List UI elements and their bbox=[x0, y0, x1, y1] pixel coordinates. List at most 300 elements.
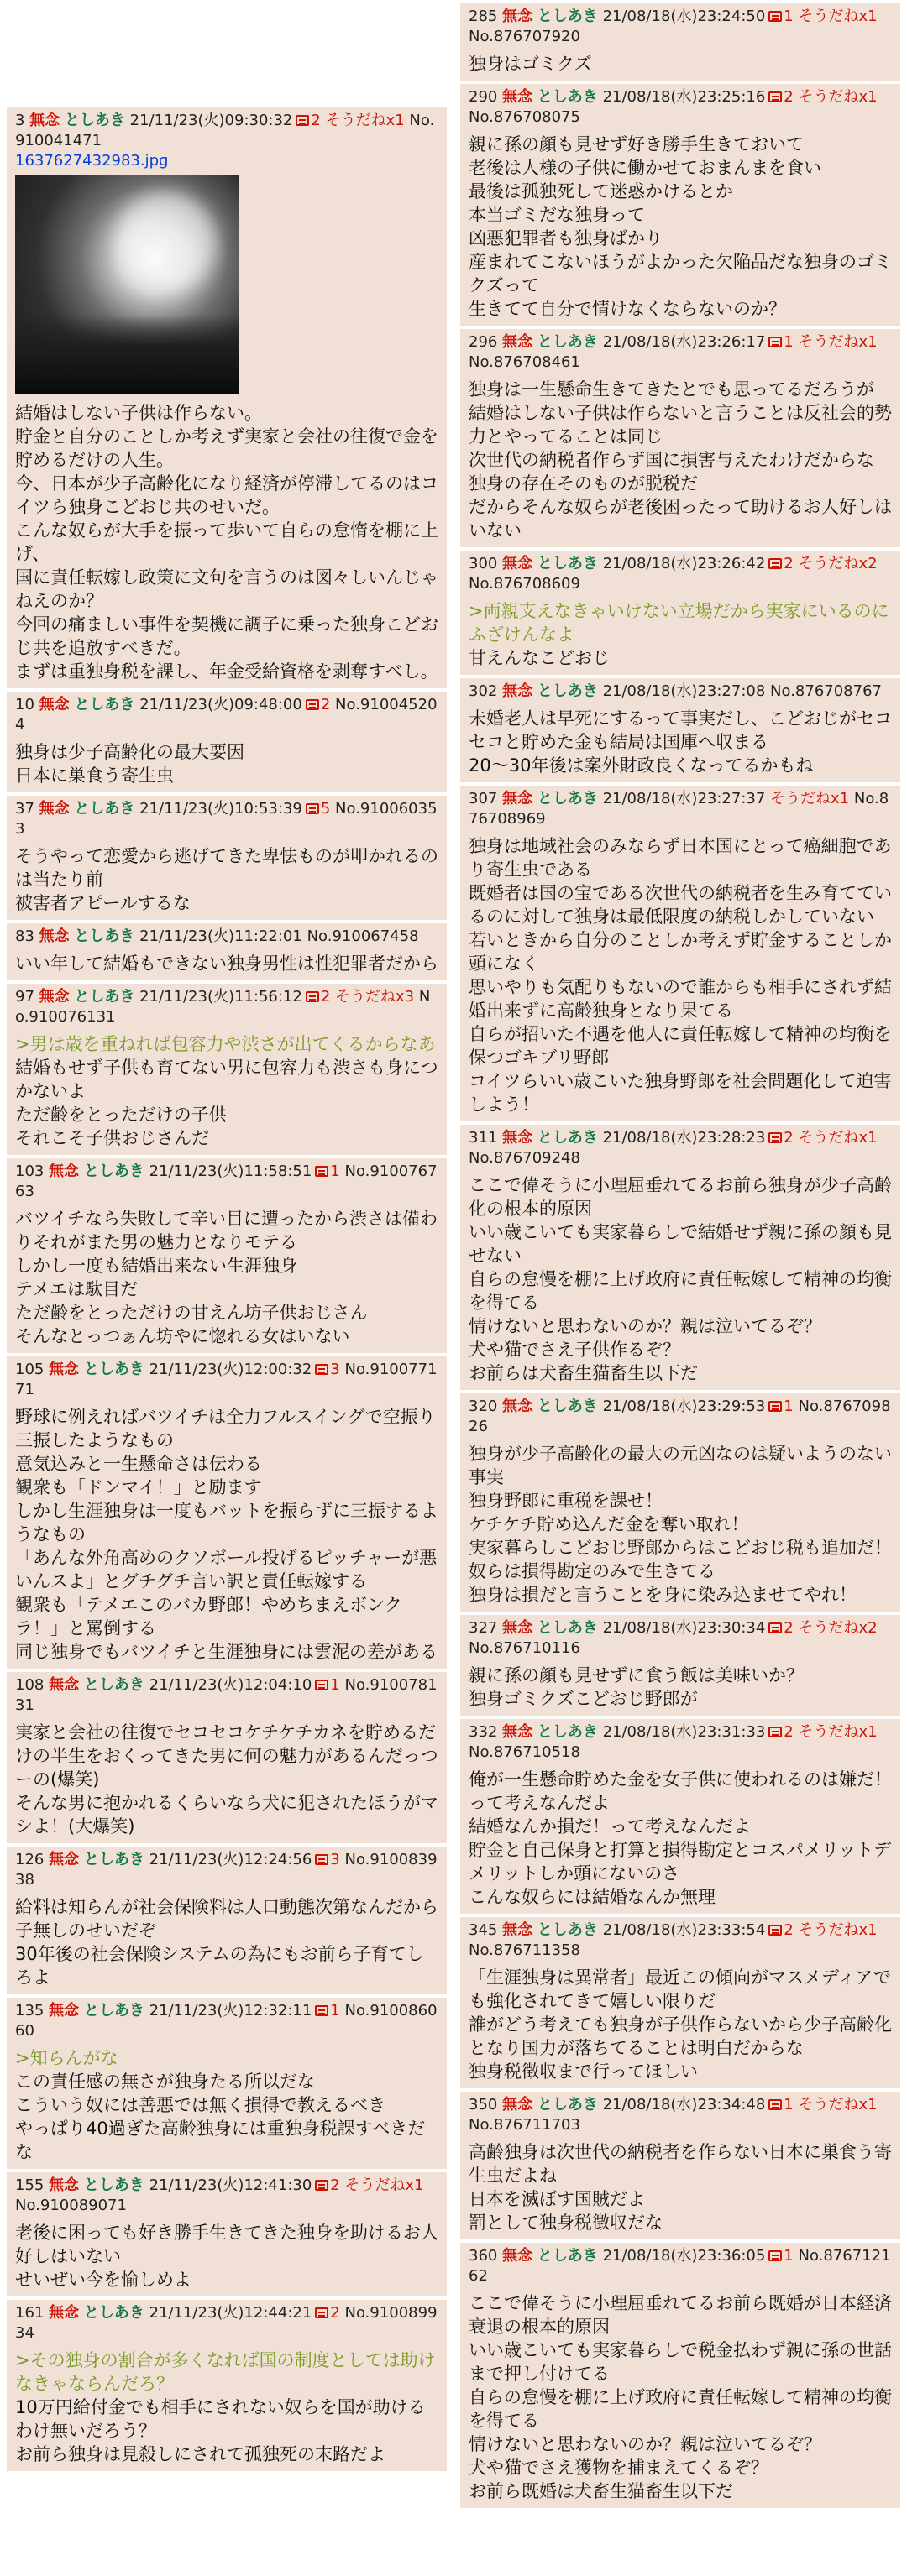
post-body bbox=[469, 2140, 892, 2234]
post-header bbox=[15, 799, 438, 839]
sodane-button[interactable]: そうだねx1 bbox=[798, 1129, 878, 1147]
post-body bbox=[469, 52, 892, 76]
post-name: としあき bbox=[537, 8, 598, 25]
body-line: 結婚もせず子供も育てない男に包容力も渋さも身につかないよ bbox=[15, 1058, 438, 1101]
body-line: 自らの怠慢を棚に上げ政府に責任転嫁して精神の均衡を得てる bbox=[469, 2387, 892, 2431]
body-line: 30年後の社会保険システムの為にもお前ら子育てしろよ bbox=[15, 1944, 424, 1988]
body-line: お前らは犬畜生猫畜生以下だ bbox=[469, 1363, 698, 1383]
post-name: としあき bbox=[74, 927, 135, 945]
post-body bbox=[469, 1966, 892, 2083]
post-subject: 無念 bbox=[502, 1723, 533, 1741]
body-line: お前ら既婚は犬畜生猫畜生以下だ bbox=[469, 2481, 733, 2501]
post-285 bbox=[460, 3, 900, 81]
post-date: 21/08/18(水)23:30:34 bbox=[602, 1619, 766, 1637]
body-line: 独身ゴミクズこどおじ野郎が bbox=[469, 1689, 698, 1709]
post-header bbox=[15, 2176, 438, 2216]
reply-icon[interactable] bbox=[768, 11, 782, 22]
body-line: いい歳こいても実家暮らしで結婚せず親に孫の顔も見せない bbox=[469, 1222, 892, 1266]
body-line: そうやって恋愛から逃げてきた卑怯ものが叩かれるのは当たり前 bbox=[15, 846, 438, 890]
body-line: コイツらいい歳こいた独身野郎を社会問題化して迫害しよう！ bbox=[469, 1071, 892, 1115]
post-name: としあき bbox=[537, 333, 598, 351]
post-header bbox=[469, 789, 892, 829]
body-line: 実家暮らしこどおじ野郎からはこどおじ税も追加だ！ bbox=[469, 1538, 892, 1558]
post-105 bbox=[7, 1356, 447, 1669]
post-header bbox=[15, 1360, 438, 1400]
post-id: No.910086060 bbox=[15, 2002, 438, 2040]
reply-count[interactable]: 2 bbox=[330, 2176, 340, 2194]
post-number[interactable]: 290 bbox=[469, 88, 498, 106]
post-number[interactable]: 161 bbox=[15, 2304, 45, 2322]
post-body bbox=[469, 1664, 892, 1711]
post-id: No.910060353 bbox=[15, 800, 438, 838]
post-name: としあき bbox=[537, 1398, 598, 1415]
post-number[interactable]: 327 bbox=[469, 1619, 498, 1637]
post-subject: 無念 bbox=[49, 1851, 80, 1868]
body-line: 情けないと思わないのか？親は泣いてるぞ？ bbox=[469, 1316, 821, 1336]
body-line: こんな奴らには結婚なんか無理 bbox=[469, 1887, 716, 1907]
sodane-button[interactable]: そうだねx1 bbox=[798, 1723, 878, 1741]
body-line: だからそんな奴らが老後困ったって助けるお人好しはいない bbox=[469, 497, 892, 541]
post-subject: 無念 bbox=[49, 1361, 80, 1378]
post-97 bbox=[7, 984, 447, 1155]
reply-count[interactable]: 2 bbox=[320, 988, 331, 1006]
post-name: としあき bbox=[83, 2002, 144, 2020]
reply-icon[interactable] bbox=[315, 1854, 328, 1865]
post-subject: 無念 bbox=[502, 790, 533, 807]
post-id: No.876709826 bbox=[469, 1398, 891, 1435]
reply-count[interactable]: 3 bbox=[330, 1361, 340, 1378]
post-id: No.910067458 bbox=[307, 927, 419, 945]
body-line: 独身は一生懸命生きてきたとでも思ってるだろうが bbox=[469, 379, 874, 400]
body-line: 20～30年後は案外財政良くなってるかもね bbox=[469, 755, 814, 776]
body-line: 老後に困っても好き勝手生きてきた独身を助けるお人好しはいない bbox=[15, 2223, 438, 2266]
sodane-button[interactable]: そうだねx1 bbox=[344, 2176, 424, 2194]
reply-icon[interactable] bbox=[306, 803, 319, 814]
post-body bbox=[469, 599, 892, 670]
body-line: ただ齢をとっただけの子供 bbox=[15, 1105, 227, 1125]
post-date: 21/08/18(水)23:27:08 bbox=[602, 682, 766, 700]
post-body bbox=[15, 401, 438, 683]
post-header bbox=[469, 554, 892, 594]
reply-count[interactable]: 1 bbox=[784, 333, 794, 351]
reply-icon[interactable] bbox=[306, 991, 319, 1002]
post-header bbox=[15, 111, 438, 151]
body-line: しかし一度も結婚出来ない生涯独身 bbox=[15, 1256, 297, 1276]
body-line: 若いときから自分のことしか考えず貯金することしか頭になく bbox=[469, 930, 892, 974]
post-id: No.876708767 bbox=[770, 682, 882, 700]
post-subject: 無念 bbox=[502, 8, 533, 25]
post-number[interactable]: 83 bbox=[15, 927, 34, 945]
body-line: 甘えんなこどおじ bbox=[469, 648, 610, 668]
post-37 bbox=[7, 796, 447, 920]
body-line: ただ齢をとっただけの甘えん坊子供おじさん bbox=[15, 1303, 368, 1323]
post-290 bbox=[460, 84, 900, 326]
post-name: としあき bbox=[74, 696, 135, 713]
post-name: としあき bbox=[537, 88, 598, 106]
body-line: この責任感の無さが独身たる所以だな bbox=[15, 2072, 315, 2092]
post-date: 21/11/23(火)10:53:39 bbox=[139, 800, 302, 818]
post-id: No.910077171 bbox=[15, 1361, 438, 1398]
post-subject: 無念 bbox=[502, 1921, 533, 1939]
post-id: No.876712162 bbox=[469, 2247, 891, 2285]
body-line: 老後は人様の子供に働かせておまんまを食い bbox=[469, 158, 821, 178]
post-311 bbox=[460, 1125, 900, 1390]
body-line: しかし生涯独身は一度もバットを振らずに三振するようなもの bbox=[15, 1501, 438, 1544]
body-line: 独身が少子高齢化の最大の元凶なのは疑いようのない事実 bbox=[469, 1444, 892, 1487]
post-name: としあき bbox=[83, 2176, 144, 2194]
quote-line: >知らんがな bbox=[15, 2048, 118, 2068]
post-body bbox=[15, 1405, 438, 1664]
post-name: としあき bbox=[83, 2304, 144, 2322]
post-body bbox=[469, 707, 892, 777]
reply-icon[interactable] bbox=[315, 2307, 328, 2318]
post-date: 21/08/18(水)23:36:05 bbox=[602, 2247, 766, 2265]
body-line: こんな奴らが大手を振って歩いて自らの怠惰を棚に上げ、 bbox=[15, 520, 438, 564]
post-id: No.876711703 bbox=[469, 2116, 580, 2134]
post-body bbox=[469, 834, 892, 1116]
body-line: 独身は少子高齢化の最大要因 bbox=[15, 742, 244, 762]
body-line: せいぜい今を愉しめよ bbox=[15, 2270, 191, 2290]
body-line: 結婚はしない子供は作らないと言うことは反社会的勢力とやってることは同じ bbox=[469, 403, 892, 447]
post-date: 21/11/23(火)12:24:56 bbox=[149, 1851, 312, 1868]
reply-count[interactable]: 2 bbox=[784, 1619, 794, 1637]
reply-icon[interactable] bbox=[768, 337, 782, 347]
reply-count[interactable]: 1 bbox=[784, 8, 794, 25]
body-line: 思いやりも気配りもないので誰からも相手にされず結婚出来ずに高齢独身となり果てる bbox=[469, 977, 892, 1021]
sodane-button[interactable]: そうだねx3 bbox=[335, 988, 415, 1006]
reply-icon[interactable] bbox=[306, 699, 319, 710]
post-date: 21/08/18(水)23:26:17 bbox=[602, 333, 766, 351]
post-subject: 無念 bbox=[49, 2002, 80, 2020]
body-line: そんなとっつぁん坊やに惚れる女はいない bbox=[15, 1326, 350, 1346]
post-name: としあき bbox=[537, 2247, 598, 2265]
sodane-button[interactable]: そうだねx1 bbox=[325, 112, 405, 129]
post-307 bbox=[460, 786, 900, 1121]
post-id: No.910089934 bbox=[15, 2304, 438, 2342]
post-320 bbox=[460, 1393, 900, 1612]
body-line: ここで偉そうに小理屈垂れてるお前ら既婚が日本経済衰退の根本的原因 bbox=[469, 2293, 892, 2337]
reply-icon[interactable] bbox=[768, 2250, 782, 2261]
post-name: としあき bbox=[74, 800, 135, 818]
post-135 bbox=[7, 1998, 447, 2169]
body-line: 未婚老人は早死にするって事実だし、こどおじがセコセコと貯めた金も結局は国庫へ収まる bbox=[469, 708, 892, 752]
post-header bbox=[469, 87, 892, 128]
post-body bbox=[15, 2046, 438, 2164]
sodane-button[interactable]: そうだねx1 bbox=[798, 8, 878, 25]
body-line: 既婚者は国の宝である次世代の納税者を生み育てているのに対して独身は最低限度の納税しかしていない bbox=[469, 883, 892, 927]
post-number[interactable]: 126 bbox=[15, 1851, 45, 1868]
reply-count[interactable]: 2 bbox=[311, 112, 321, 129]
body-line: 次世代の納税者作らず国に損害与えたわけだからな bbox=[469, 450, 874, 470]
post-number[interactable]: 135 bbox=[15, 2002, 45, 2020]
body-line: 日本に巣食う寄生虫 bbox=[15, 765, 174, 786]
post-id: No.910083938 bbox=[15, 1851, 438, 1889]
body-line: 独身は地域社会のみならず日本国にとって癌細胞であり寄生虫である bbox=[469, 836, 892, 880]
post-360 bbox=[460, 2243, 900, 2508]
reply-icon[interactable] bbox=[315, 2005, 328, 2016]
post-header bbox=[469, 682, 892, 702]
right-thread-column bbox=[454, 0, 907, 2576]
reply-count[interactable]: 1 bbox=[330, 1676, 340, 1694]
sodane-button[interactable]: そうだねx1 bbox=[798, 88, 878, 106]
post-name: としあき bbox=[537, 1129, 598, 1147]
reply-count[interactable]: 2 bbox=[320, 696, 331, 713]
post-name: としあき bbox=[537, 682, 598, 700]
post-header bbox=[15, 1675, 438, 1716]
post-body bbox=[15, 1895, 438, 1989]
reply-icon[interactable] bbox=[768, 1132, 782, 1143]
post-number[interactable]: 108 bbox=[15, 1676, 45, 1694]
body-line: 独身は損だと言うことを身に染み込ませてやれ！ bbox=[469, 1585, 857, 1605]
post-number[interactable]: 302 bbox=[469, 682, 498, 700]
post-header bbox=[15, 1162, 438, 1202]
body-line: 自らが招いた不遇を他人に責任転嫁して精神の均衡を保つゴキブリ野郎 bbox=[469, 1024, 892, 1068]
reply-icon[interactable] bbox=[315, 2180, 328, 2191]
post-83 bbox=[7, 923, 447, 980]
reply-icon[interactable] bbox=[768, 1401, 782, 1412]
thumbnail-crowd bbox=[15, 315, 239, 394]
post-subject: 無念 bbox=[502, 333, 533, 351]
reply-icon[interactable] bbox=[315, 1166, 328, 1177]
body-line: それこそ子供おじさんだ bbox=[15, 1128, 209, 1148]
post-345 bbox=[460, 1917, 900, 2088]
post-date: 21/11/23(火)12:04:10 bbox=[149, 1676, 312, 1694]
post-number[interactable]: 3 bbox=[15, 112, 25, 129]
post-name: としあき bbox=[537, 2096, 598, 2114]
post-subject: 無念 bbox=[49, 2176, 80, 2194]
post-header bbox=[469, 1128, 892, 1168]
body-line: 犬や猫でさえ子供作るぞ？ bbox=[469, 1340, 680, 1360]
post-number[interactable]: 307 bbox=[469, 790, 498, 807]
body-line: いい歳こいても実家暮らしで税金払わず親に孫の世話まで押し付けてる bbox=[469, 2340, 892, 2384]
post-header bbox=[469, 332, 892, 373]
sodane-button[interactable]: そうだねx1 bbox=[798, 1921, 878, 1939]
reply-count[interactable]: 1 bbox=[784, 1398, 794, 1415]
post-date: 21/08/18(水)23:33:54 bbox=[602, 1921, 766, 1939]
post-date: 21/11/23(火)11:22:01 bbox=[139, 927, 302, 945]
reply-count[interactable]: 1 bbox=[330, 2002, 340, 2020]
post-name: としあき bbox=[537, 1921, 598, 1939]
post-date: 21/08/18(水)23:34:48 bbox=[602, 2096, 766, 2114]
reply-icon[interactable] bbox=[768, 558, 782, 569]
body-line: 給料は知らんが社会保険料は人口動態次第なんだから子無しのせいだぞ bbox=[15, 1897, 438, 1941]
post-subject: 無念 bbox=[39, 696, 70, 713]
reply-count[interactable]: 2 bbox=[784, 555, 794, 572]
body-line: 同じ独身でもバツイチと生涯独身には雲泥の差がある bbox=[15, 1642, 438, 1662]
post-body bbox=[469, 1768, 892, 1909]
post-number[interactable]: 360 bbox=[469, 2247, 498, 2265]
post-header bbox=[469, 1618, 892, 1659]
reply-count[interactable]: 3 bbox=[330, 1851, 340, 1868]
body-line: 奴らは損得勘定のみで生きてる bbox=[469, 1561, 716, 1581]
body-line: いい年して結婚もできない独身男性は性犯罪者だから bbox=[15, 954, 438, 974]
post-id: No.876707920 bbox=[469, 28, 580, 45]
body-line: 結婚なんか損だ！って考えなんだよ bbox=[469, 1816, 751, 1837]
post-body bbox=[15, 2221, 438, 2291]
post-date: 21/11/23(火)12:32:11 bbox=[149, 2002, 312, 2020]
sodane-button[interactable]: そうだねx1 bbox=[798, 333, 878, 351]
reply-icon[interactable] bbox=[768, 1925, 782, 1936]
post-number[interactable]: 320 bbox=[469, 1398, 498, 1415]
body-line: こういう奴には善悪では無く損得で教えるべき bbox=[15, 2095, 385, 2115]
post-id: No.876711358 bbox=[469, 1941, 580, 1959]
post-subject: 無念 bbox=[502, 88, 533, 106]
reply-count[interactable]: 2 bbox=[784, 1921, 794, 1939]
attached-image-thumbnail[interactable] bbox=[15, 175, 239, 394]
post-id: No.876708461 bbox=[469, 353, 580, 371]
body-line: 独身の存在そのものが脱税だ bbox=[469, 473, 698, 494]
post-id: No.876708609 bbox=[469, 575, 580, 593]
body-line: 結婚はしない子供は作らない。 bbox=[15, 403, 262, 423]
post-155 bbox=[7, 2172, 447, 2296]
post-body bbox=[15, 1032, 438, 1150]
post-subject: 無念 bbox=[502, 1398, 533, 1415]
body-line: 貯金と自分のことしか考えず実家と会社の往復で金を貯めるだけの人生。 bbox=[15, 426, 438, 470]
body-line: 野球に例えればバツイチは全力フルスイングで空振り三振したようなもの bbox=[15, 1407, 436, 1450]
post-header bbox=[469, 2246, 892, 2286]
reply-count[interactable]: 2 bbox=[784, 88, 794, 106]
attached-file-link[interactable]: 1637627432983.jpg bbox=[15, 152, 169, 170]
reply-icon[interactable] bbox=[296, 115, 309, 126]
post-number[interactable]: 103 bbox=[15, 1163, 45, 1180]
post-name: としあき bbox=[537, 1723, 598, 1741]
body-line: 今回の痛ましい事件を契機に調子に乗った独身こどおじ共を追放すべきだ。 bbox=[15, 614, 438, 658]
post-subject: 無念 bbox=[49, 1163, 80, 1180]
post-header bbox=[15, 2001, 438, 2041]
post-number[interactable]: 10 bbox=[15, 696, 34, 713]
post-126 bbox=[7, 1847, 447, 1994]
quote-line: >男は歳を重ねれば包容力や渋さが出てくるからなあ bbox=[15, 1034, 436, 1054]
post-date: 21/08/18(水)23:27:37 bbox=[602, 790, 766, 807]
post-date: 21/11/23(火)12:41:30 bbox=[149, 2176, 312, 2194]
reply-icon[interactable] bbox=[768, 1622, 782, 1633]
post-header bbox=[15, 1850, 438, 1890]
body-line: そんな男に抱かれるくらいなら犬に犯されたほうがマシよ！(大爆笑) bbox=[15, 1793, 438, 1837]
post-id: No.910076763 bbox=[15, 1163, 438, 1200]
body-line: テメエは駄目だ bbox=[15, 1279, 139, 1299]
post-number[interactable]: 97 bbox=[15, 988, 34, 1006]
post-subject: 無念 bbox=[502, 555, 533, 572]
post-header bbox=[469, 1722, 892, 1763]
post-date: 21/08/18(水)23:28:23 bbox=[602, 1129, 766, 1147]
body-line: ケチケチ貯め込んだ金を奪い取れ！ bbox=[469, 1514, 749, 1534]
post-id: No.876710518 bbox=[469, 1743, 580, 1761]
post-332 bbox=[460, 1719, 900, 1914]
post-161 bbox=[7, 2300, 447, 2471]
reply-count[interactable]: 1 bbox=[784, 2247, 794, 2265]
reply-icon[interactable] bbox=[768, 1727, 782, 1737]
body-line: 犬や猫でさえ獲物を捕まえてくるぞ？ bbox=[469, 2458, 768, 2478]
reply-count[interactable]: 5 bbox=[320, 800, 331, 818]
post-id: No.910041471 bbox=[15, 112, 435, 149]
post-name: としあき bbox=[537, 555, 598, 572]
post-subject: 無念 bbox=[502, 682, 533, 700]
post-header bbox=[469, 7, 892, 47]
post-number[interactable]: 350 bbox=[469, 2096, 498, 2114]
body-line: 誰がどう考えても独身が子供作らないから少子高齢化となり国力が落ちてることは明白だからな bbox=[469, 2014, 892, 2058]
quote-line: >両親支えなきゃいけない立場だから実家にいるのにふざけんなよ bbox=[469, 601, 889, 645]
post-number[interactable]: 296 bbox=[469, 333, 498, 351]
post-date: 21/08/18(水)23:24:50 bbox=[602, 8, 766, 25]
body-line: 独身税徴収まで行ってほしい bbox=[469, 2061, 698, 2082]
sodane-button[interactable]: そうだねx2 bbox=[798, 1619, 878, 1637]
post-id: No.876710116 bbox=[469, 1639, 580, 1657]
body-line: 「あんな外角高めのクソボール投げるピッチャーが悪いんスよ」とグチグチ言い訳と責任転嫁する bbox=[15, 1548, 438, 1591]
post-subject: 無念 bbox=[39, 988, 70, 1006]
post-10 bbox=[7, 692, 447, 792]
reply-icon[interactable] bbox=[315, 1364, 328, 1375]
post-subject: 無念 bbox=[502, 1129, 533, 1147]
post-body bbox=[15, 740, 438, 787]
sodane-button[interactable]: そうだねx1 bbox=[770, 790, 850, 807]
post-number[interactable]: 345 bbox=[469, 1921, 498, 1939]
post-date: 21/11/23(火)12:44:21 bbox=[149, 2304, 312, 2322]
body-line: まずは重独身税を課し、年金受給資格を剥奪すべし。 bbox=[15, 661, 438, 682]
body-line: 10万円給付金でも相手にされない奴らを国が助けるわけ無いだろう？ bbox=[15, 2397, 426, 2441]
body-line: 独身野郎に重税を課せ！ bbox=[469, 1491, 663, 1511]
body-line: 国に責任転嫁し政策に文句を言うのは図々しいんじゃねえのか？ bbox=[15, 567, 438, 611]
post-number[interactable]: 155 bbox=[15, 2176, 45, 2194]
post-300 bbox=[460, 551, 900, 675]
post-name: としあき bbox=[537, 1619, 598, 1637]
post-number[interactable]: 285 bbox=[469, 8, 498, 25]
post-header bbox=[15, 695, 438, 735]
body-line: 貯金と自己保身と打算と損得勘定とコスパメリットデメリットしか頭にないのさ bbox=[469, 1840, 892, 1884]
post-number[interactable]: 37 bbox=[15, 800, 34, 818]
reply-count[interactable]: 2 bbox=[330, 2304, 340, 2322]
post-subject: 無念 bbox=[502, 2247, 533, 2265]
post-name: としあき bbox=[83, 1163, 144, 1180]
post-name: としあき bbox=[83, 1676, 144, 1694]
reply-icon[interactable] bbox=[768, 91, 782, 102]
body-line: 生きてて自分で情けなくならないのか？ bbox=[469, 299, 786, 319]
reply-icon[interactable] bbox=[315, 1680, 328, 1690]
post-subject: 無念 bbox=[49, 1676, 80, 1694]
body-line: 親に孫の顔も見せず好き勝手生きておいて bbox=[469, 134, 804, 154]
reply-count[interactable]: 1 bbox=[784, 2096, 794, 2114]
reply-icon[interactable] bbox=[768, 2099, 782, 2110]
reply-count[interactable]: 2 bbox=[784, 1723, 794, 1741]
post-number[interactable]: 105 bbox=[15, 1361, 45, 1378]
reply-count[interactable]: 1 bbox=[330, 1163, 340, 1180]
post-header bbox=[15, 2303, 438, 2343]
post-296 bbox=[460, 329, 900, 547]
thumbnail-smoke bbox=[116, 191, 217, 292]
body-line: お前ら独身は見殺しにされて孤独死の末路だよ bbox=[15, 2444, 385, 2464]
post-header bbox=[15, 987, 438, 1027]
post-date: 21/08/18(水)23:25:16 bbox=[602, 88, 766, 106]
post-body bbox=[15, 952, 438, 975]
sodane-button[interactable]: そうだねx2 bbox=[798, 555, 878, 572]
post-date: 21/08/18(水)23:31:33 bbox=[602, 1723, 766, 1741]
post-header bbox=[15, 927, 438, 947]
post-number[interactable]: 300 bbox=[469, 555, 498, 572]
post-body bbox=[469, 133, 892, 321]
body-line: やっぱり40過ぎた高齢独身には重独身税課すべきだな bbox=[15, 2119, 426, 2162]
body-line: 被害者アピールするな bbox=[15, 893, 191, 913]
post-number[interactable]: 332 bbox=[469, 1723, 498, 1741]
reply-count[interactable]: 2 bbox=[784, 1129, 794, 1147]
post-id: No.876709248 bbox=[469, 1149, 580, 1167]
post-body bbox=[469, 1173, 892, 1385]
post-3 bbox=[7, 107, 447, 688]
body-line: 自らの怠慢を棚に上げ政府に責任転嫁して精神の均衡を得てる bbox=[469, 1269, 892, 1313]
sodane-button[interactable]: そうだねx1 bbox=[798, 2096, 878, 2114]
post-number[interactable]: 311 bbox=[469, 1129, 498, 1147]
post-date: 21/11/23(火)09:48:00 bbox=[139, 696, 302, 713]
post-body bbox=[15, 2349, 438, 2466]
post-body bbox=[469, 1442, 892, 1607]
